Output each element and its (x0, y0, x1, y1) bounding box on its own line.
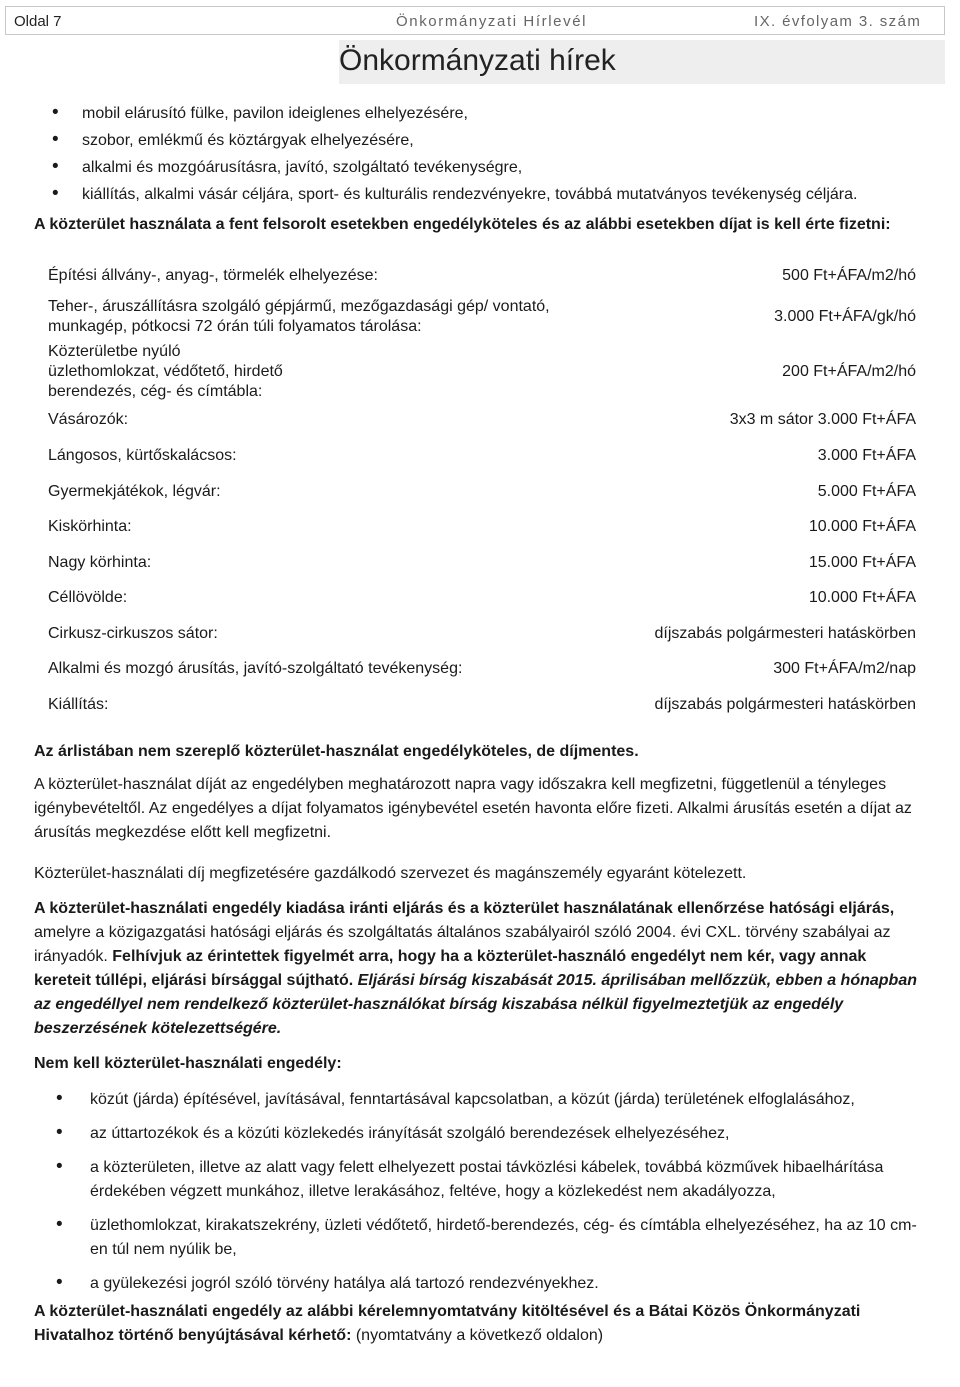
fee-price: 300 Ft+ÁFA/m2/nap (773, 660, 916, 677)
fee-item: Lángosos, kürtőskalácsos: (48, 447, 237, 464)
list-item: • a közterületen, illetve az alatt vagy felett elhelyezett postai távközlési kábelek, továbbá közművek hibaelhárítása érdekében végzett munkához, illetve lerakásához, feltéve, hogy a közlekedést nem akadályozza, (34, 1156, 924, 1204)
table-row (48, 616, 916, 651)
list-item: • a gyülekezési jogról szóló törvény hatálya alá tartozó rendezvényekhez. (34, 1272, 924, 1296)
free-usage-note: Az árlistában nem szereplő közterület-használat engedélyköteles, de díjmentes. (34, 743, 639, 760)
payment-paragraph: A közterület-használat díját az engedélyben meghatározott napra vagy időszakra kell megfizetni, függetlenül a tényleges igénybevételtől. Az engedélyes a díjat folyamatos igénybevétel esetén havonta előre fizeti. Alkalmi árusítás esetén a díjat az árusítás megkezdése előtt kell megfizetni. (34, 776, 912, 841)
list-item: • üzlethomlokzat, kirakatszekrény, üzleti védőtető, hirdető-berendezés, cég- és címtábla elhelyezéséhez, ha az 10 cm-en túl nem nyúlik be, (34, 1214, 924, 1262)
closing-paragraph (34, 1300, 924, 1348)
page-number: Oldal 7 (14, 13, 62, 30)
no-permit-list (34, 1088, 924, 1296)
fee-price: 5.000 Ft+ÁFA (817, 482, 916, 500)
list-item: • az úttartozékok és a közúti közlekedés irányítását szolgáló berendezések elhelyezéséhez, (34, 1122, 924, 1146)
table-row (48, 651, 916, 687)
issue-number: IX. évfolyam 3. szám (754, 13, 922, 30)
table-row (48, 260, 916, 292)
fee-item: Építési állvány-, anyag-, törmelék elhelyezése: (48, 267, 378, 284)
section-title: Önkormányzati hírek (339, 44, 616, 77)
table-row (48, 687, 916, 722)
fee-item: Alkalmi és mozgó árusítás, javító-szolgáltató tevékenység: (48, 660, 463, 677)
fee-price: díjszabás polgármesteri hatáskörben (654, 624, 916, 642)
fee-price: 3.000 Ft+ÁFA/gk/hó (774, 308, 916, 325)
fee-price: 3.000 Ft+ÁFA (817, 447, 916, 464)
procedure-paragraph (34, 897, 924, 1041)
fee-price: 10.000 Ft+ÁFA (808, 589, 916, 606)
fee-price: 200 Ft+ÁFA/m2/hó (782, 363, 916, 380)
list-item: • kiállítás, alkalmi vásár céljára, sport- és kulturális rendezvényekre, továbbá mutatványos tevékenység céljára. (34, 183, 924, 207)
fee-price: 10.000 Ft+ÁFA (808, 518, 916, 535)
table-row (48, 474, 916, 509)
procedure-warning: Felhívjuk az érintettek figyelmét arra, hogy ha a közterület-használó engedélyt nem kér, vagy annak kereteit túllépi, eljárási bírsággal sújtható. (34, 948, 867, 989)
table-row (48, 509, 916, 545)
page-header (5, 6, 945, 35)
article-body (34, 102, 924, 1348)
table-row (48, 545, 916, 580)
fee-item: Gyermekjátékok, légvár: (48, 482, 221, 500)
fee-item: Nagy körhinta: (48, 553, 152, 571)
procedure-notice: Eljárási bírság kiszabását 2015. áprilisában mellőzzük, ebben a hónapban az engedéllyel nem rendelkező közterület-használókat bírság kiszabása nélkül figyelmeztetjük az engedély beszerzésének kötelezettségére. (34, 972, 917, 1037)
fee-intro: A közterület használata a fent felsorolt esetekben engedélyköteles és az alábbi esetekben díjat is kell érte fizetni: (34, 216, 891, 233)
fee-item: Közterületbe nyúló üzlethomlokzat, védőtető, hirdető berendezés, cég- és címtábla: (48, 343, 283, 400)
fee-item: Kiállítás: (48, 695, 109, 713)
table-row (48, 438, 916, 474)
fee-table (48, 260, 916, 722)
closing-normal-text: (nyomtatvány a következő oldalon) (351, 1327, 604, 1344)
fee-item: Cirkusz-cirkuszos sátor: (48, 624, 218, 642)
procedure-bold-start: A közterület-használati engedély kiadása iránti eljárás és a közterület használatának ellenőrzése hatósági eljárás, (34, 900, 895, 917)
list-item: • mobil elárusító fülke, pavilon ideiglenes elhelyezésére, (34, 102, 924, 126)
no-permit-heading: Nem kell közterület-használati engedély: (34, 1055, 342, 1072)
list-item: • szobor, emlékmű és köztárgyak elhelyezésére, (34, 129, 924, 153)
list-item: • alkalmi és mozgóárusításra, javító, szolgáltató tevékenységre, (34, 156, 924, 180)
table-row (48, 402, 916, 438)
closing-bold-text: A közterület-használati engedély az alábbi kérelemnyomtatvány kitöltésével és a Bátai Közös Önkormányzati Hivatalhoz történő benyújtásával kérhető: (34, 1303, 861, 1344)
fee-item: Teher-, áruszállításra szolgáló gépjármű, mezőgazdasági gép/ vontató, munkagép, pótkocsi 72 órán túli folyamatos tárolása: (48, 298, 550, 335)
newsletter-title: Önkormányzati Hírlevél (396, 13, 588, 30)
fee-item: Kiskörhinta: (48, 518, 132, 535)
obligation-paragraph: Közterület-használati díj megfizetésére gazdálkodó szervezet és magánszemély egyaránt kötelezett. (34, 865, 747, 882)
procedure-normal-text: amelyre a közigazgatási hatósági eljárás és szolgáltatás általános szabályairól szóló 2004. évi CXL. törvény szabályai az irányadók. (34, 924, 891, 965)
fee-price: 500 Ft+ÁFA/m2/hó (782, 267, 916, 284)
fee-price: díjszabás polgármesteri hatáskörben (654, 695, 916, 713)
list-item: • közút (járda) építésével, javításával, fenntartásával kapcsolatban, a közút (járda) területének elfoglalásához, (34, 1088, 924, 1112)
table-row (48, 580, 916, 616)
fee-price: 3x3 m sátor 3.000 Ft+ÁFA (729, 411, 916, 428)
table-row (48, 292, 916, 342)
fee-item: Céllövölde: (48, 589, 128, 606)
fee-price: 15.000 Ft+ÁFA (808, 553, 916, 571)
section-title-bar (339, 40, 945, 84)
table-row (48, 342, 916, 402)
fee-item: Vásározók: (48, 411, 129, 428)
usage-purpose-list (34, 102, 924, 207)
